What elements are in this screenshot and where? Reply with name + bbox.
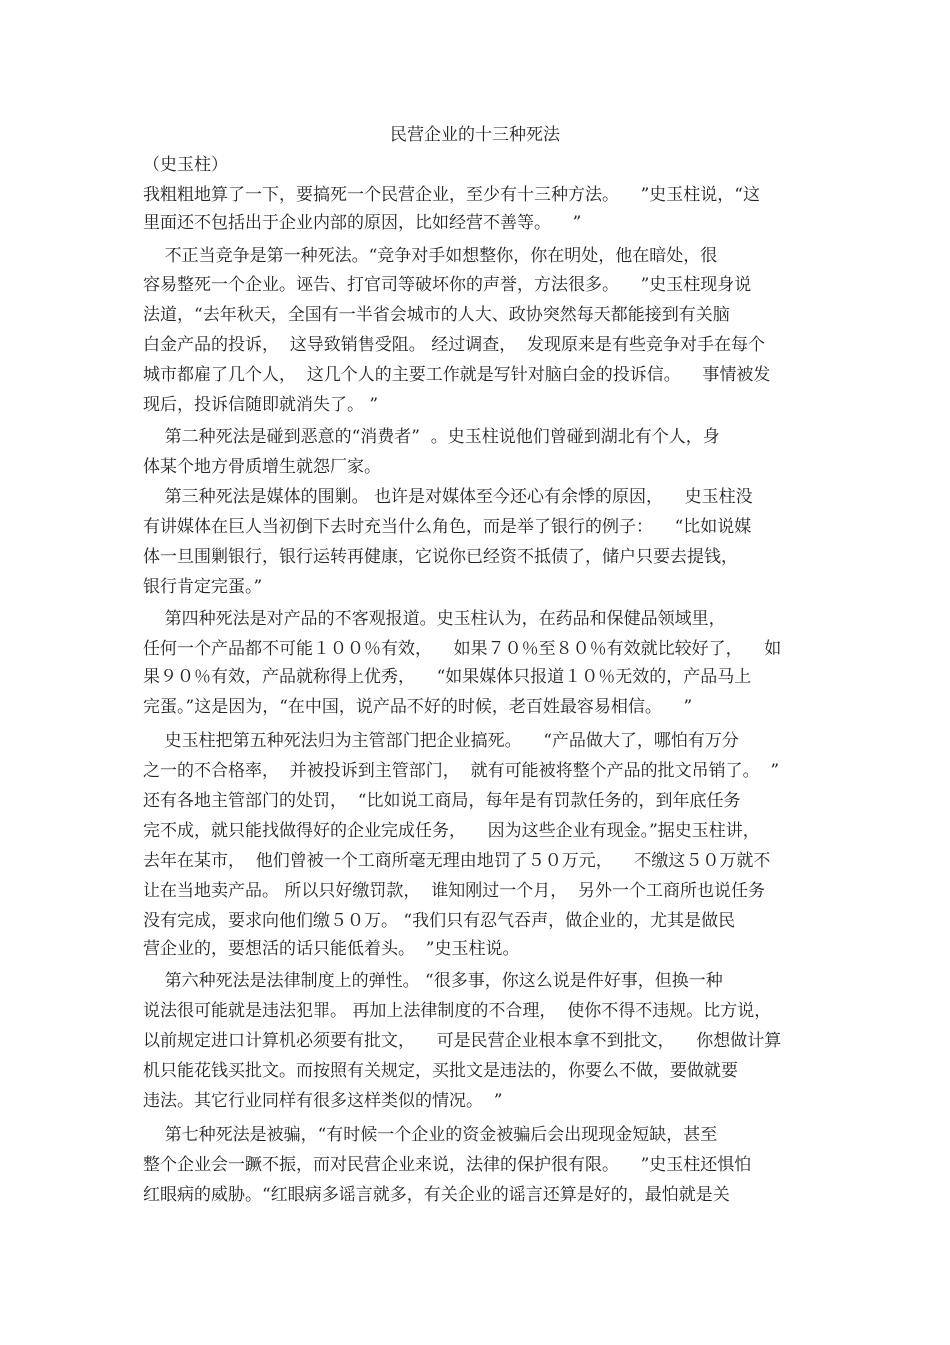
text-line: 果９０％有效，产品就称得上优秀， “如果媒体只报道１０％无效的，产品马上: [143, 667, 752, 687]
text-line: 体某个地方骨质增生就怨厂家。: [143, 457, 381, 477]
text-line: 还有各地主管部门的处罚， “比如说工商局，每年是有罚款任务的，到年底任务: [143, 791, 741, 811]
text-line: 容易整死一个企业。诬告、打官司等破坏你的声誉，方法很多。 ”史玉柱现身说: [143, 275, 752, 295]
text-line: 营企业的，要想活的话只能低着头。 ”史玉柱说。: [143, 939, 520, 959]
text-line: 第四种死法是对产品的不客观报道。史玉柱认为，在药品和保健品领域里，: [143, 609, 726, 629]
text-line: 银行肯定完蛋。”: [143, 577, 263, 597]
text-line: 任何一个产品都不可能１００％有效， 如果７０％至８０％有效就比较好了， 如: [143, 639, 782, 659]
text-line: 没有完成，要求向他们缴５０万。 “我们只有忍气吞声，做企业的，尤其是做民: [143, 911, 736, 931]
text-line: 体一旦围剿银行，银行运转再健康，它说你已经资不抵债了，储户只要去提钱，: [143, 547, 738, 567]
text-line: 说法很可能就是违法犯罪。 再加上法律制度的不合理， 使你不得不违规。比方说，: [143, 1001, 772, 1021]
text-line: 第六种死法是法律制度上的弹性。 “很多事，你这么说是件好事，但换一种: [143, 971, 723, 991]
text-line: 法道，“去年秋天，全国有一半省会城市的人大、政协突然每天都能接到有关脑: [143, 305, 730, 325]
text-line: 里面还不包括出于企业内部的原因，比如经营不善等。 ”: [143, 213, 582, 233]
text-line: 白金产品的投诉， 这导致销售受阻。 经过调查， 发现原来是有些竞争对手在每个: [143, 335, 766, 355]
text-line: 城市都雇了几个人， 这几个人的主要工作就是写针对脑白金的投诉信。 事情被发: [143, 365, 771, 385]
text-line: 第七种死法是被骗，“有时候一个企业的资金被骗后会出现现金短缺，甚至: [143, 1125, 718, 1145]
text-line: 让在当地卖产品。 所以只好缴罚款， 谁知刚过一个月， 另外一个工商所也说任务: [143, 881, 766, 901]
text-line: 史玉柱把第五种死法归为主管部门把企业搞死。 “产品做大了，哪怕有万分: [143, 731, 739, 751]
text-line: 有讲媒体在巨人当初倒下去时充当什么角色，而是举了银行的例子： “比如说媒: [143, 517, 752, 537]
text-line: 以前规定进口计算机必须要有批文， 可是民营企业根本拿不到批文， 你想做计算: [143, 1031, 782, 1051]
text-line: （史玉柱）: [143, 155, 228, 175]
text-line: 第二种死法是碰到恶意的“消费者” 。史玉柱说他们曾碰到湖北有个人，身: [143, 427, 720, 447]
text-line: 整个企业会一蹶不振，而对民营企业来说，法律的保护很有限。 ”史玉柱还惧怕: [143, 1155, 752, 1175]
text-line: 完蛋。”这是因为，“在中国，说产品不好的时候，老百姓最容易相信。 ”: [143, 697, 693, 717]
text-line: 之一的不合格率， 并被投诉到主管部门， 就有可能被将整个产品的批文吊销了。 ”: [143, 761, 780, 781]
text-line: 不正当竞争是第一种死法。“竞争对手如想整你，你在明处，他在暗处，很: [143, 246, 718, 266]
text-line: 机只能花钱买批文。而按照有关规定，买批文是违法的，你要么不做，要做就要: [143, 1061, 738, 1081]
text-line: 去年在某市， 他们曾被一个工商所毫无理由地罚了５０万元， 不缴这５０万就不: [143, 851, 771, 871]
document-title: 民营企业的十三种死法: [390, 125, 560, 145]
text-line: 完不成，就只能找做得好的企业完成任务， 因为这些企业有现金。”据史玉柱讲，: [143, 821, 760, 841]
text-line: 违法。其它行业同样有很多这样类似的情况。 ”: [143, 1091, 503, 1111]
text-line: 现后，投诉信随即就消失了。 ”: [143, 395, 379, 415]
text-line: 第三种死法是媒体的围剿。 也许是对媒体至今还心有余悸的原因， 史玉柱没: [143, 487, 753, 507]
text-line: 红眼病的威胁。“红眼病多谣言就多，有关企业的谣言还算是好的，最怕就是关: [143, 1185, 730, 1205]
text-line: 我粗粗地算了一下，要搞死一个民营企业，至少有十三种方法。 ”史玉柱说，“这: [143, 185, 760, 205]
